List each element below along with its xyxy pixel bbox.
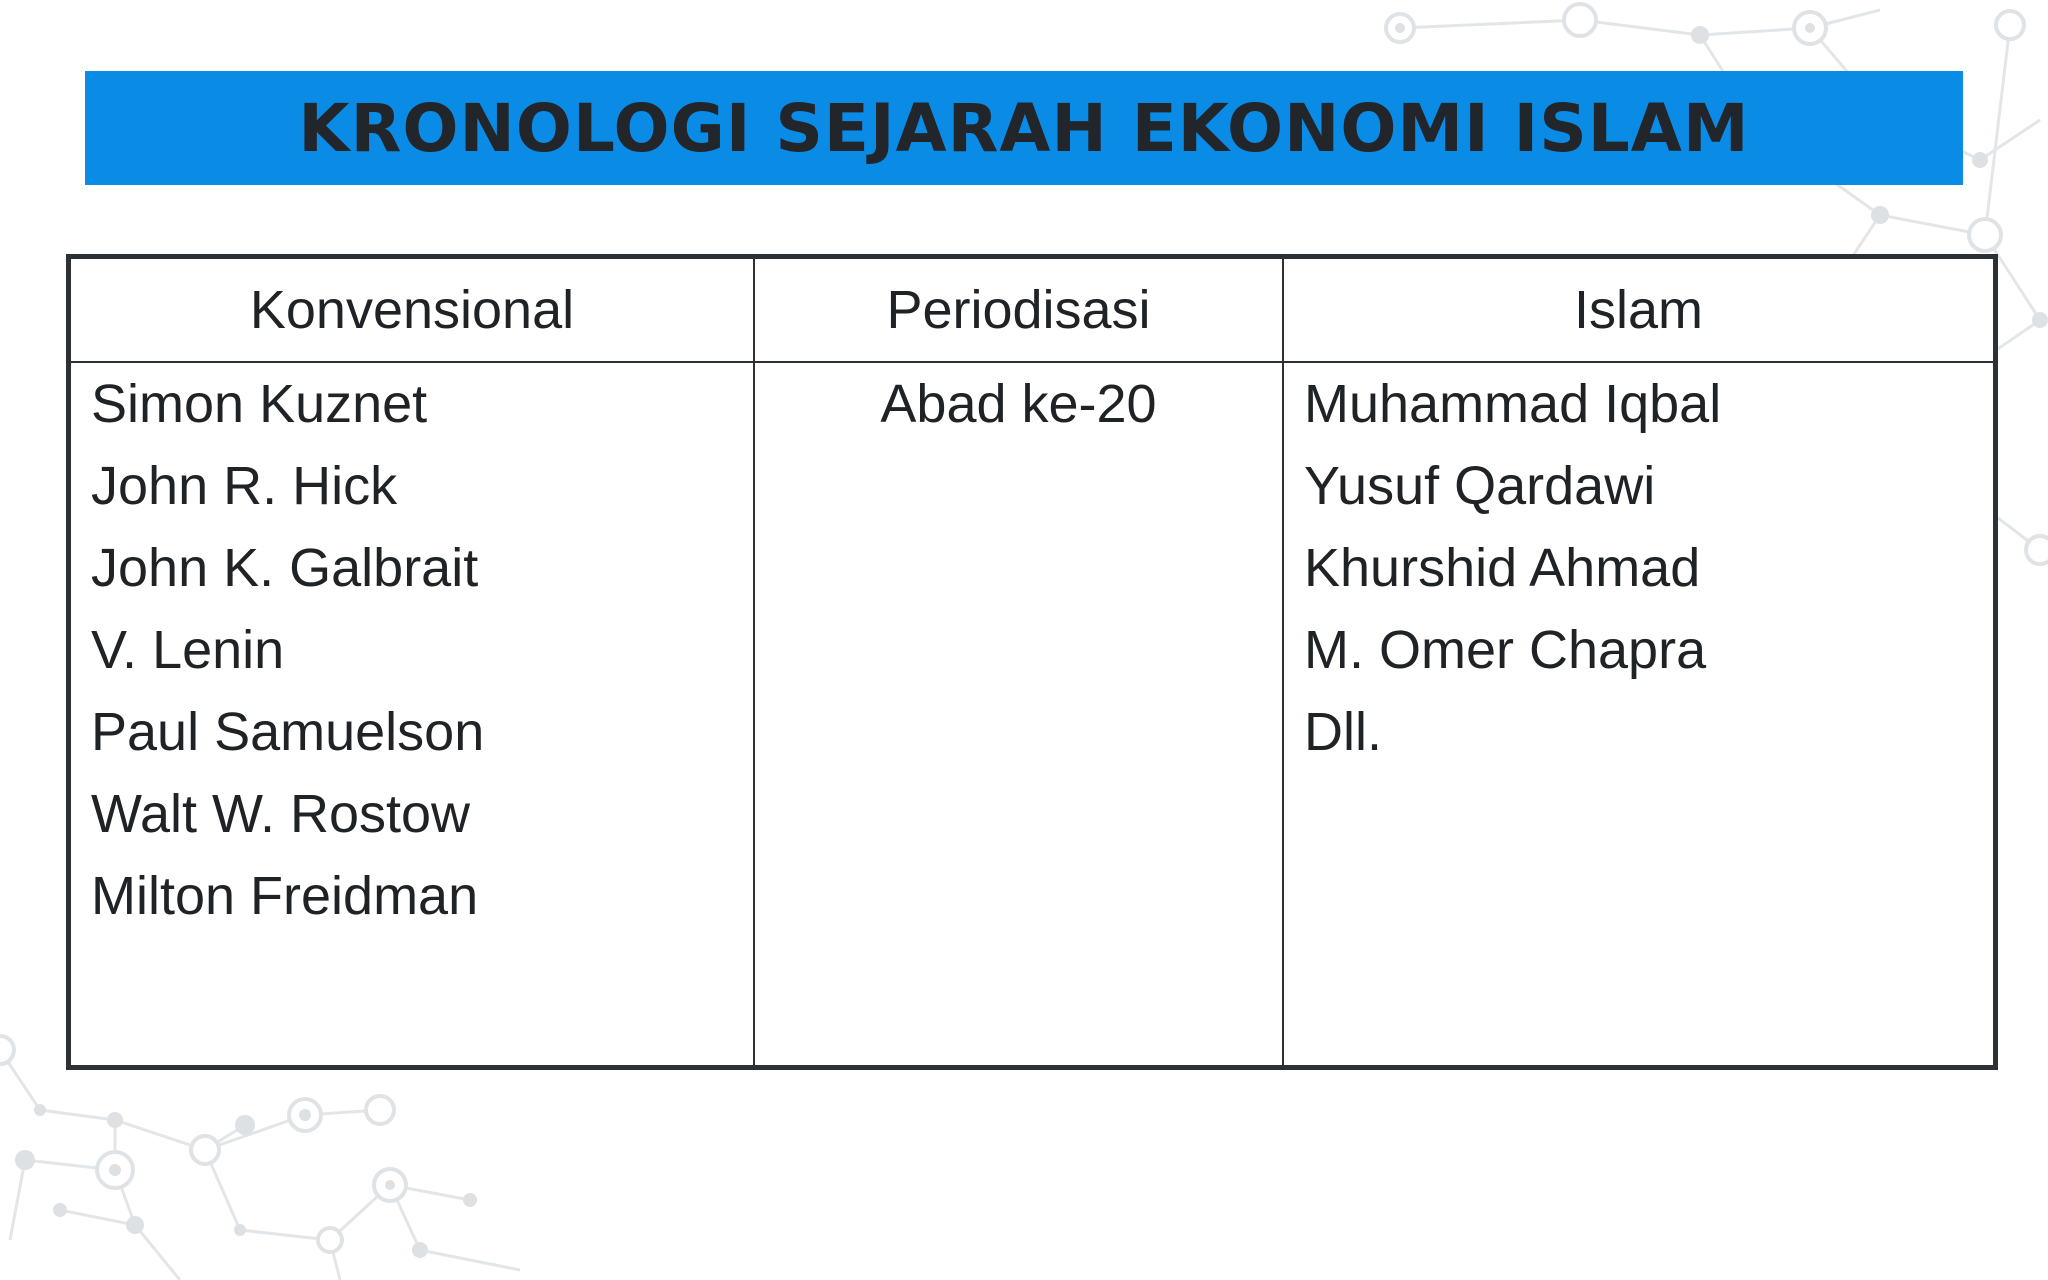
list-item: Walt W. Rostow — [91, 784, 471, 844]
list-item: Abad ke-20 — [880, 374, 1157, 434]
list-item: John K. Galbrait — [91, 538, 479, 598]
periodisasi-cell — [754, 362, 1283, 1065]
header-periodisasi: Periodisasi — [754, 259, 1283, 362]
chronology-table — [66, 254, 1998, 1070]
table-header-row — [71, 259, 1993, 362]
header-islam: Islam — [1283, 259, 1993, 362]
table-row — [71, 362, 1993, 1065]
islam-cell — [1283, 362, 1993, 1065]
header-konvensional: Konvensional — [71, 259, 754, 362]
list-item: V. Lenin — [91, 620, 285, 680]
list-item: John R. Hick — [91, 456, 398, 516]
list-item: Yusuf Qardawi — [1304, 456, 1656, 516]
konvensional-cell — [71, 362, 754, 1065]
list-item: Milton Freidman — [91, 866, 479, 926]
list-item: Paul Samuelson — [91, 702, 485, 762]
list-item: Khurshid Ahmad — [1304, 538, 1701, 598]
list-item: M. Omer Chapra — [1304, 620, 1707, 680]
list-item: Simon Kuznet — [91, 374, 428, 434]
list-item: Muhammad Iqbal — [1304, 374, 1722, 434]
list-item: Dll. — [1304, 702, 1382, 762]
title-bar — [85, 71, 1963, 185]
page-title: KRONOLOGI SEJARAH EKONOMI ISLAM — [298, 89, 1750, 167]
